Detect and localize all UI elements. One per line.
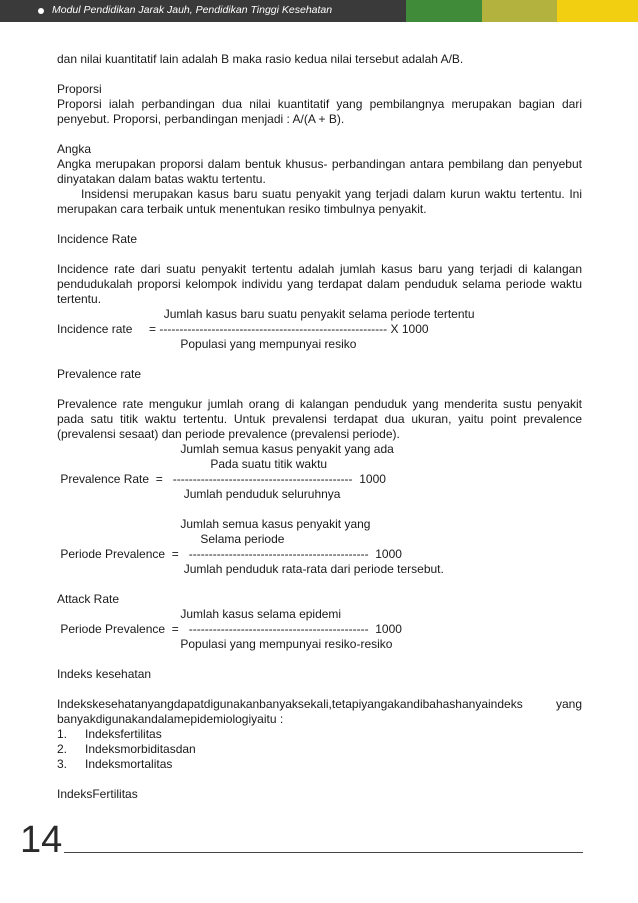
header-title-bar xyxy=(0,0,406,22)
attack-formula-numerator: Jumlah kasus selama epidemi xyxy=(57,607,342,621)
proporsi-paragraph: Proporsi ialah perbandingan dua nilai kuantitatif yang pembilangnya merupakan bagian dari penyebut. Proporsi, perbandingan menjadi : A/(A + B). xyxy=(57,97,582,126)
intro-paragraph: dan nilai kuantitatif lain adalah B maka rasio kedua nilai tersebut adalah A/B. xyxy=(57,52,464,66)
list-item: 2. Indeksmorbiditasdan xyxy=(57,742,196,756)
header-color-block-olive xyxy=(482,0,557,22)
incidence-formula-numerator: Jumlah kasus baru suatu penyakit selama periode tertentu xyxy=(57,307,475,321)
incidence-paragraph: Incidence rate dari suatu penyakit tertentu adalah jumlah kasus baru yang terjadi di kalangan pendudukalah proporsi kelompok individu yang terdapat dalam penduduk selama periode waktu tertentu. xyxy=(57,262,582,306)
page-body xyxy=(57,52,582,802)
prevalence-formula-numerator-1: Jumlah semua kasus penyakit yang ada xyxy=(57,442,394,456)
page-header xyxy=(0,0,638,22)
attack-formula-denominator: Populasi yang mempunyai resiko-resiko xyxy=(57,637,393,651)
footer-divider xyxy=(64,852,583,853)
insidensi-paragraph: Insidensi merupakan kasus baru suatu penyakit yang terjadi dalam kurun waktu tertentu. Ini merupakan cara terbaik untuk menentukan resiko timbulnya penyakit. xyxy=(57,187,582,216)
prevalence-heading: Prevalence rate xyxy=(57,367,142,381)
page-number: 14 xyxy=(20,819,63,861)
list-item: 3. Indeksmortalitas xyxy=(57,757,173,771)
attack-formula-line: Periode Prevalence = --------------------------------------------- 1000 xyxy=(57,622,402,636)
prevalence-formula-numerator-2: Pada suatu titik waktu xyxy=(57,457,328,471)
periode-formula-line: Periode Prevalence = --------------------------------------------- 1000 xyxy=(57,547,402,561)
angka-paragraph: Angka merupakan proporsi dalam bentuk khusus- perbandingan antara pembilang dan penyebut dinyatakan dalam batas waktu tertentu. xyxy=(57,157,582,186)
list-item: 1. Indeksfertilitas xyxy=(57,727,162,741)
indeks-heading: Indeks kesehatan xyxy=(57,667,152,681)
periode-formula-numerator-1: Jumlah semua kasus penyakit yang xyxy=(57,517,371,531)
periode-formula-numerator-2: Selama periode xyxy=(57,532,285,546)
prevalence-paragraph: Prevalence rate mengukur jumlah orang di kalangan penduduk yang menderita sustu penyakit pada satu titik waktu tertentu. Untuk prevalensi terdapat dua ukuran, yaitu point prevalence (prevalensi sesaat) dan periode prevalence (prevalensi periode). xyxy=(57,397,582,441)
periode-formula-denominator: Jumlah penduduk rata-rata dari periode tersebut. xyxy=(57,562,444,576)
prevalence-formula-denominator: Jumlah penduduk seluruhnya xyxy=(57,487,341,501)
incidence-heading: Incidence Rate xyxy=(57,232,138,246)
incidence-formula-line: Incidence rate = --------------------------------------------------------- X 1000 xyxy=(57,322,429,336)
angka-heading: Angka xyxy=(57,142,92,156)
incidence-formula-denominator: Populasi yang mempunyai resiko xyxy=(57,337,357,351)
header-color-block-yellow xyxy=(557,0,638,22)
attack-heading: Attack Rate xyxy=(57,592,120,606)
fertilitas-heading: IndeksFertilitas xyxy=(57,787,138,801)
indeks-paragraph: Indekskesehatanyangdapatdigunakanbanyaksekali,tetapiyangakandibahashanyaindeks yang banyakdigunakandalamepidemiologiyaitu : xyxy=(57,697,582,726)
prevalence-formula-line: Prevalence Rate = --------------------------------------------- 1000 xyxy=(57,472,386,486)
header-title: Modul Pendidikan Jarak Jauh, Pendidikan Tinggi Kesehatan xyxy=(52,4,333,16)
indeks-list xyxy=(57,727,582,772)
bullet-icon xyxy=(38,8,44,14)
header-color-block-green xyxy=(406,0,482,22)
proporsi-heading: Proporsi xyxy=(57,82,102,96)
